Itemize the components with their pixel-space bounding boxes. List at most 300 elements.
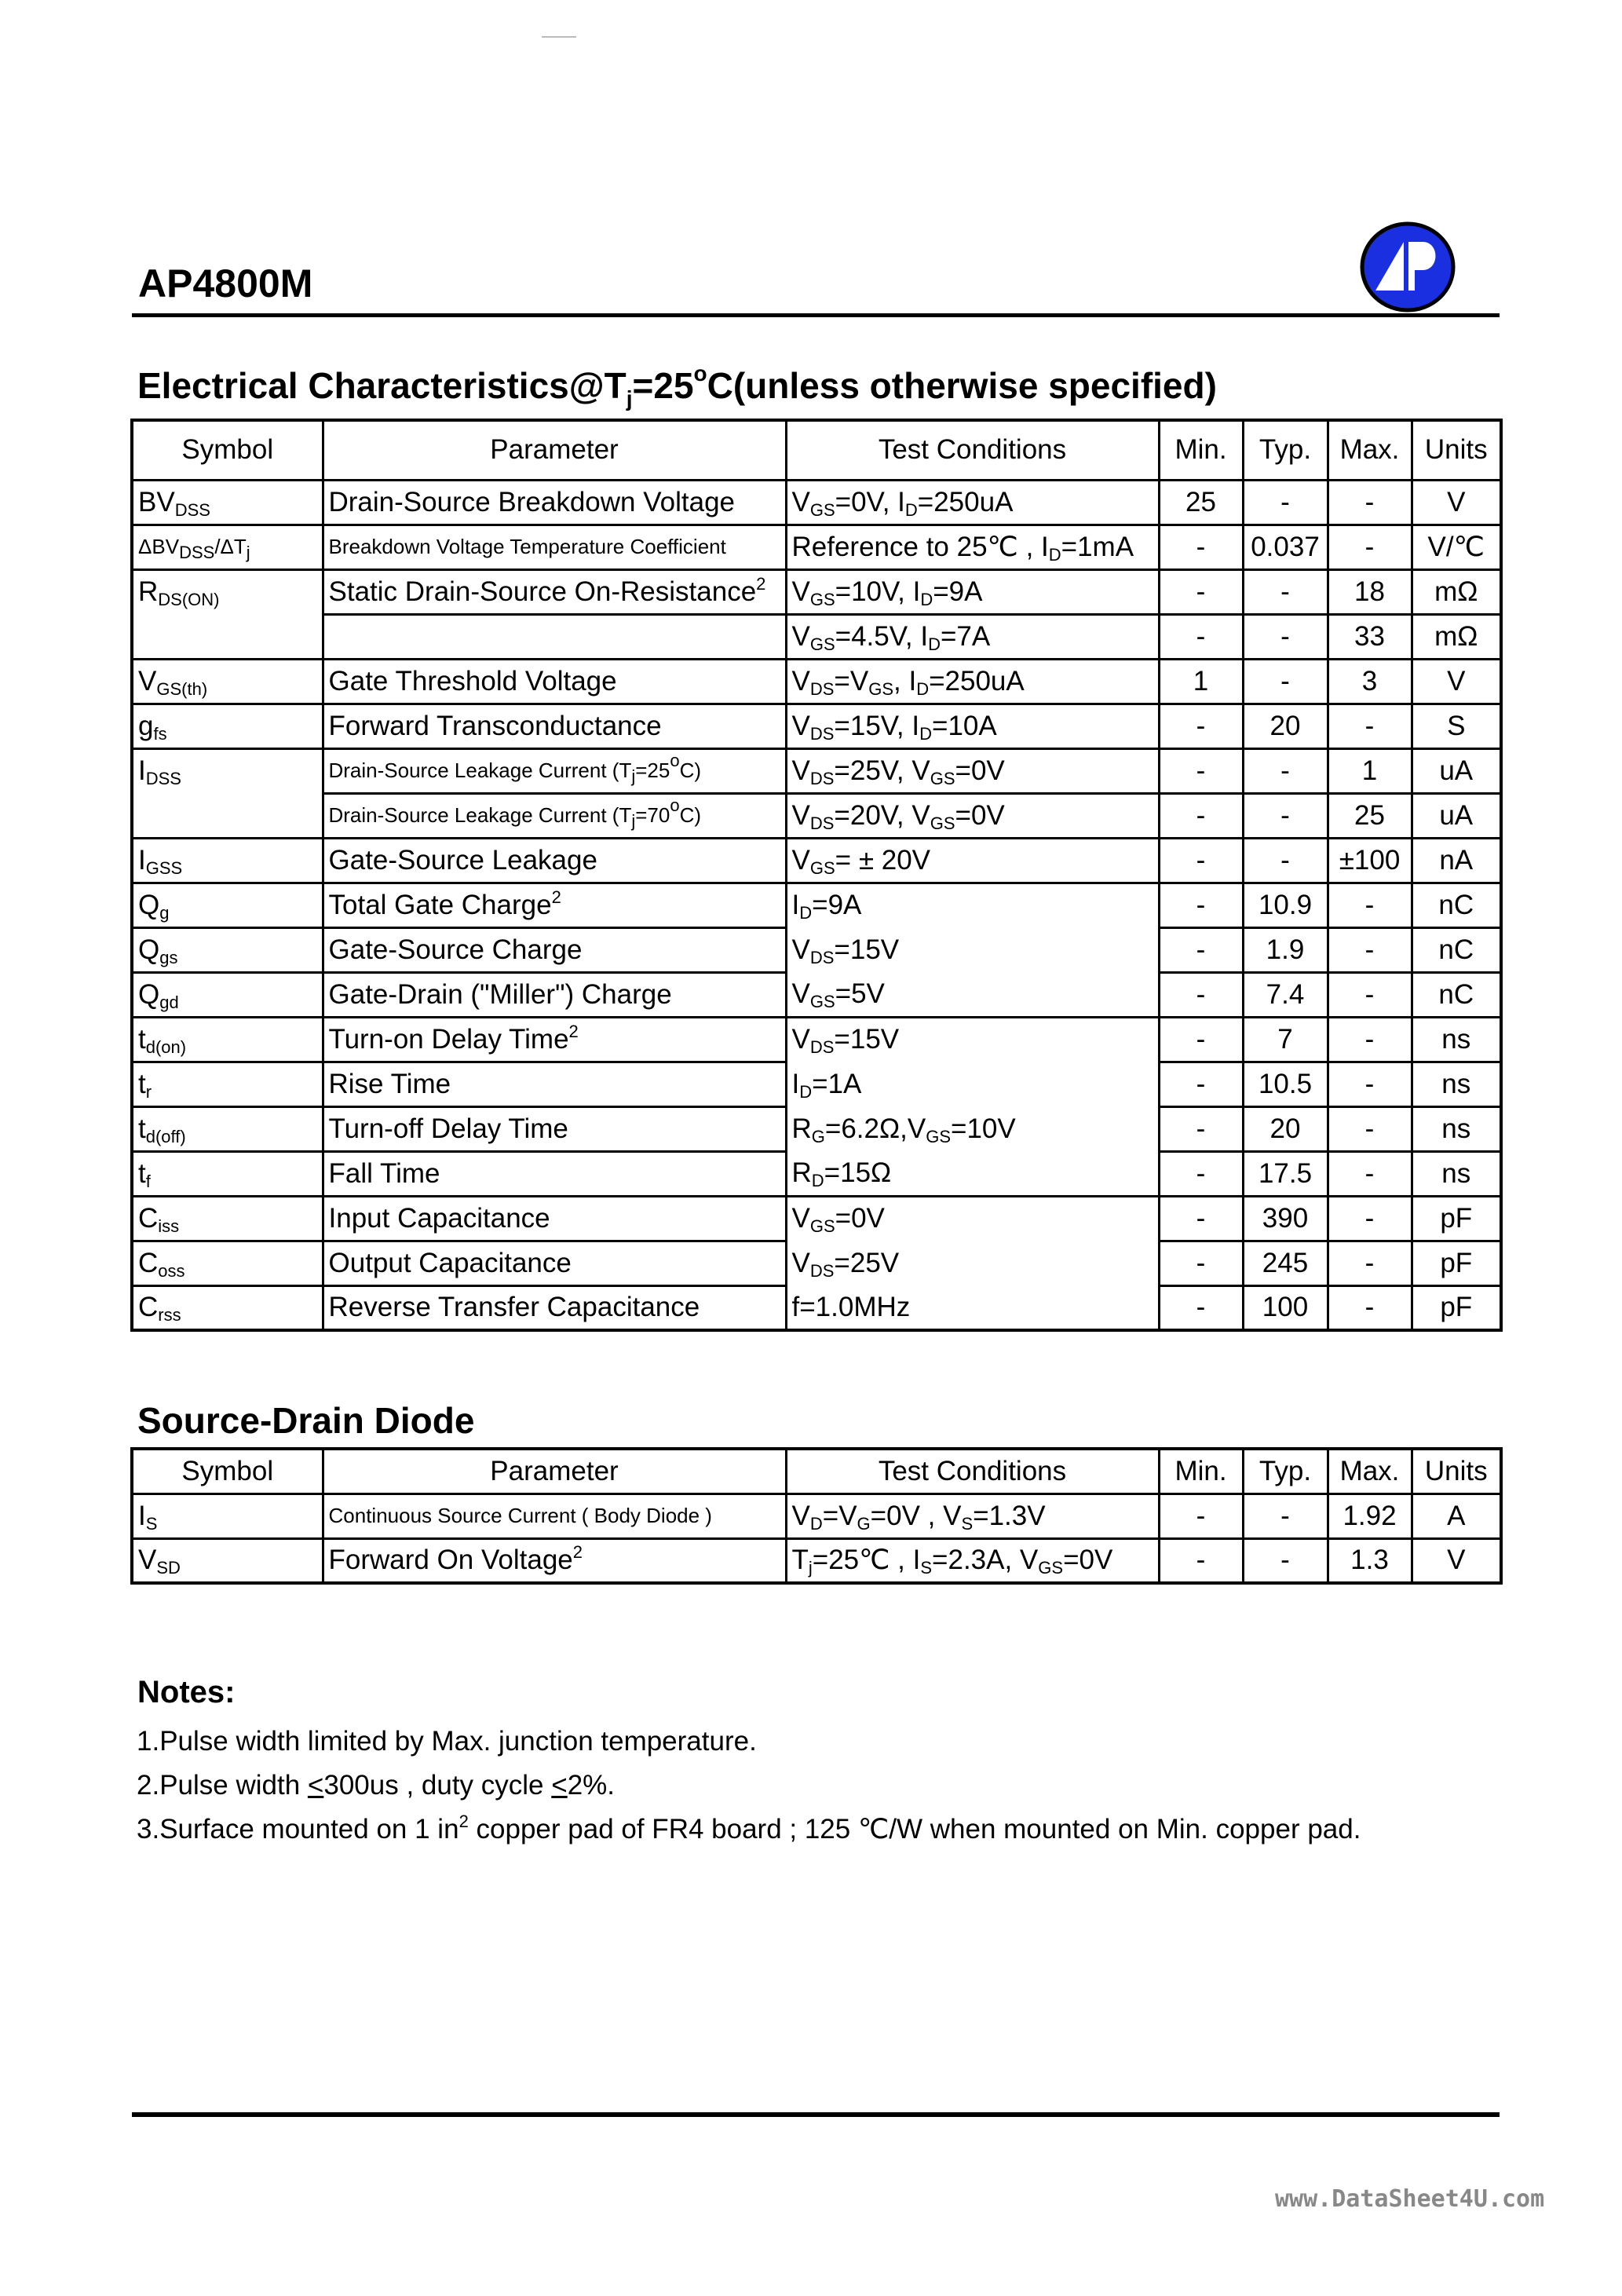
text: =9A — [812, 890, 862, 921]
min-cell: - — [1159, 1062, 1243, 1106]
text: =25℃ , I — [812, 1545, 921, 1576]
max-cell: - — [1328, 704, 1412, 748]
max-cell: - — [1328, 1062, 1412, 1106]
subscript: DS — [809, 1037, 835, 1058]
text: Gate-Drain ("Miller") Charge — [328, 978, 672, 1010]
test-condition-cell — [786, 838, 1159, 883]
subscript: DS — [809, 678, 835, 699]
subscript: D — [919, 723, 932, 744]
column-header: Parameter — [323, 1449, 786, 1493]
text: =0V — [1063, 1545, 1113, 1576]
subscript: GS — [809, 857, 835, 878]
parameter-cell — [323, 1017, 786, 1062]
typ-cell: - — [1243, 569, 1328, 614]
parameter-cell — [323, 1538, 786, 1583]
test-condition-cell — [786, 1196, 1159, 1241]
parameter-cell — [323, 1493, 786, 1538]
max-cell: 1.3 — [1328, 1538, 1412, 1583]
test-condition-cell — [786, 793, 1159, 838]
text: Forward Transconductance — [328, 710, 662, 741]
header-rule — [132, 313, 1500, 317]
parameter-cell — [323, 525, 786, 569]
text: V — [138, 1545, 157, 1576]
top-mark — [542, 36, 576, 38]
test-condition-cell — [786, 480, 1159, 525]
subscript: DSS — [174, 499, 210, 520]
text: Breakdown Voltage Temperature Coefficient — [328, 535, 726, 558]
text: V — [791, 576, 810, 607]
table-row — [132, 1241, 1501, 1285]
text: V — [791, 710, 810, 741]
text: =250uA — [917, 486, 1014, 517]
max-cell: - — [1328, 1151, 1412, 1196]
unit-cell: A — [1412, 1493, 1501, 1538]
table-row — [132, 569, 1501, 614]
subscript: GS — [930, 768, 955, 788]
text: Gate-Source Charge — [328, 934, 583, 965]
watermark: www.DataSheet4U.com — [1275, 2185, 1545, 2213]
max-cell: - — [1328, 1241, 1412, 1285]
symbol-cell — [132, 748, 323, 793]
parameter-cell — [323, 883, 786, 927]
subscript: D — [916, 678, 930, 699]
text: Drain-Source Leakage Current (T — [328, 759, 632, 782]
min-cell: 1 — [1159, 659, 1243, 704]
table-row — [132, 659, 1501, 704]
text: Gate-Source Leakage — [328, 844, 597, 876]
typ-cell: - — [1243, 748, 1328, 793]
text: T — [791, 1545, 809, 1576]
typ-cell: 10.9 — [1243, 883, 1328, 927]
table-header-row — [132, 1449, 1501, 1493]
symbol-cell — [132, 927, 323, 972]
text: =0V — [835, 1203, 885, 1234]
table-row — [132, 1151, 1501, 1196]
text: C — [138, 1202, 159, 1234]
min-cell: - — [1159, 1196, 1243, 1241]
text: g — [138, 710, 154, 741]
subscript: j — [631, 766, 636, 786]
subscript: rss — [158, 1305, 181, 1325]
typ-cell: - — [1243, 838, 1328, 883]
text: Gate Threshold Voltage — [328, 665, 617, 696]
column-header: Max. — [1328, 420, 1412, 480]
parameter-cell — [323, 838, 786, 883]
typ-cell: 245 — [1243, 1241, 1328, 1285]
unit-cell: ns — [1412, 1062, 1501, 1106]
text: =0V, I — [835, 486, 905, 517]
table-row — [132, 793, 1501, 838]
text: I — [791, 1068, 800, 1099]
table-row — [132, 1062, 1501, 1106]
text: t — [138, 1113, 146, 1144]
unit-cell: nC — [1412, 883, 1501, 927]
max-cell: 33 — [1328, 614, 1412, 659]
subscript: SD — [156, 1558, 181, 1578]
section-title-diode: Source-Drain Diode — [137, 1400, 475, 1441]
unit-cell: uA — [1412, 748, 1501, 793]
text: V — [791, 755, 810, 786]
typ-cell: 1.9 — [1243, 927, 1328, 972]
text: C — [138, 1247, 159, 1278]
text: Q — [138, 978, 160, 1010]
unit-cell: nC — [1412, 927, 1501, 972]
text: =6.2Ω,V — [824, 1113, 926, 1144]
subscript: D — [799, 903, 813, 923]
text: f=1.0MHz — [791, 1291, 911, 1322]
typ-cell: 20 — [1243, 1106, 1328, 1151]
table-row — [132, 883, 1501, 927]
symbol-cell — [132, 883, 323, 927]
unit-cell: V — [1412, 1538, 1501, 1583]
text: =15V — [834, 934, 900, 965]
parameter-cell — [323, 1285, 786, 1330]
text: C) — [679, 803, 702, 827]
test-condition-cell — [786, 748, 1159, 793]
typ-cell: 10.5 — [1243, 1062, 1328, 1106]
test-condition-cell — [786, 927, 1159, 972]
parameter-cell — [323, 480, 786, 525]
text: Drain-Source Leakage Current (T — [328, 803, 632, 827]
subscript: D — [928, 634, 941, 654]
subscript: GS(th) — [156, 678, 208, 699]
max-cell: - — [1328, 1017, 1412, 1062]
table-header-row — [132, 420, 1501, 480]
column-header: Parameter — [323, 420, 786, 480]
subscript: oss — [158, 1260, 185, 1281]
test-condition-cell — [786, 1151, 1159, 1196]
superscript: o — [670, 751, 680, 770]
column-header: Typ. — [1243, 420, 1328, 480]
text: =9A — [933, 576, 983, 607]
typ-cell: - — [1243, 1538, 1328, 1583]
subscript: S — [145, 1513, 158, 1534]
parameter-cell — [323, 972, 786, 1017]
test-condition-cell — [786, 659, 1159, 704]
superscript: 2 — [551, 887, 561, 907]
table-row — [132, 1196, 1501, 1241]
test-condition-cell — [786, 614, 1159, 659]
symbol-cell — [132, 1241, 323, 1285]
min-cell: - — [1159, 1106, 1243, 1151]
text: BV — [138, 486, 175, 517]
text: Rise Time — [328, 1068, 451, 1099]
subscript: D — [904, 499, 918, 520]
unit-cell: uA — [1412, 793, 1501, 838]
symbol-cell — [132, 972, 323, 1017]
symbol-cell — [132, 838, 323, 883]
parameter-cell — [323, 1196, 786, 1241]
text: =2.3A, V — [932, 1545, 1039, 1576]
subscript: D — [809, 1513, 823, 1534]
min-cell: - — [1159, 927, 1243, 972]
text: =10A — [932, 710, 997, 741]
typ-cell: 17.5 — [1243, 1151, 1328, 1196]
notes-title: Notes: — [137, 1675, 236, 1709]
text: Reference to 25℃ , I — [791, 531, 1049, 562]
test-condition-cell — [786, 1538, 1159, 1583]
test-condition-cell — [786, 1493, 1159, 1538]
text: =0V — [955, 799, 1005, 831]
typ-cell: 100 — [1243, 1285, 1328, 1330]
unit-cell: ns — [1412, 1151, 1501, 1196]
table-row — [132, 614, 1501, 659]
unit-cell: mΩ — [1412, 569, 1501, 614]
test-condition-cell — [786, 525, 1159, 569]
test-condition-cell — [786, 704, 1159, 748]
text: =0V — [955, 755, 1005, 786]
text: t — [138, 1157, 146, 1189]
symbol-cell — [132, 659, 323, 704]
subscript: S — [920, 1558, 933, 1578]
subscript: DS — [809, 947, 835, 967]
subscript: DS — [809, 813, 835, 833]
subscript: r — [145, 1081, 152, 1102]
text: V — [791, 799, 810, 831]
test-condition-cell — [786, 883, 1159, 927]
note-1: 1.Pulse width limited by Max. junction temperature. — [137, 1726, 757, 1757]
subscript: D — [799, 1081, 813, 1102]
text: V — [791, 1247, 810, 1278]
unit-cell: V — [1412, 659, 1501, 704]
text: =20V, V — [834, 799, 930, 831]
column-header: Symbol — [132, 420, 323, 480]
text: Reverse Transfer Capacitance — [328, 1292, 700, 1323]
subscript: GS — [809, 1216, 835, 1237]
text: =V — [822, 1500, 857, 1531]
min-cell: - — [1159, 1538, 1243, 1583]
subscript: j — [808, 1558, 813, 1578]
section-title-electrical: Electrical $Characteristics@T_j=25^oC(unless$ otherwise specified) — [137, 361, 1217, 411]
text: =15V — [834, 1024, 900, 1055]
unit-cell: S — [1412, 704, 1501, 748]
text: t — [138, 1023, 146, 1055]
table-row — [132, 838, 1501, 883]
column-header: Test Conditions — [786, 420, 1159, 480]
unit-cell: V/℃ — [1412, 525, 1501, 569]
text: C — [138, 1292, 159, 1323]
parameter-cell — [323, 1062, 786, 1106]
test-condition-cell — [786, 1285, 1159, 1330]
min-cell: - — [1159, 748, 1243, 793]
typ-cell: - — [1243, 659, 1328, 704]
parameter-cell — [323, 1241, 786, 1285]
text: Turn-off Delay Time — [328, 1113, 568, 1144]
unit-cell: nC — [1412, 972, 1501, 1017]
subscript: gd — [159, 992, 179, 1012]
text: Total Gate Charge — [328, 889, 552, 920]
typ-cell: - — [1243, 1493, 1328, 1538]
text: Forward On Voltage — [328, 1545, 573, 1576]
text: =10V — [951, 1113, 1016, 1144]
text: =V — [834, 665, 869, 696]
text: Input Capacitance — [328, 1202, 550, 1234]
text: I — [138, 755, 146, 787]
column-header: Max. — [1328, 1449, 1412, 1493]
text: t — [138, 1068, 146, 1099]
parameter-cell — [323, 1151, 786, 1196]
column-header: Units — [1412, 1449, 1501, 1493]
text: V — [791, 844, 810, 876]
subscript: GS — [926, 1126, 952, 1146]
subscript: GS — [1038, 1558, 1064, 1578]
subscript: f — [145, 1171, 151, 1191]
unit-cell: pF — [1412, 1285, 1501, 1330]
symbol-cell — [132, 793, 323, 838]
text: =1.3V — [973, 1500, 1046, 1531]
table-row — [132, 525, 1501, 569]
superscript: 2 — [572, 1542, 583, 1563]
symbol-cell — [132, 1151, 323, 1196]
max-cell: 18 — [1328, 569, 1412, 614]
text: /ΔT — [214, 535, 247, 558]
subscript: D — [811, 1170, 824, 1190]
symbol-cell — [132, 1493, 323, 1538]
subscript: D — [920, 589, 933, 609]
typ-cell: - — [1243, 480, 1328, 525]
subscript: GS — [930, 813, 955, 833]
text: V — [791, 1203, 810, 1234]
max-cell: - — [1328, 525, 1412, 569]
max-cell: 3 — [1328, 659, 1412, 704]
test-condition-cell — [786, 1241, 1159, 1285]
text: ΔBV — [138, 535, 180, 558]
subscript: j — [631, 811, 636, 831]
superscript: 2 — [568, 1021, 579, 1041]
table-row — [132, 1285, 1501, 1330]
subscript: j — [246, 543, 250, 562]
text: =15V, I — [834, 710, 920, 741]
unit-cell: nA — [1412, 838, 1501, 883]
subscript: DS(ON) — [158, 590, 220, 610]
table-row — [132, 1017, 1501, 1062]
symbol-cell — [132, 1538, 323, 1583]
min-cell: - — [1159, 972, 1243, 1017]
typ-cell: 7 — [1243, 1017, 1328, 1062]
typ-cell: - — [1243, 614, 1328, 659]
subscript: d(on) — [145, 1036, 187, 1057]
text: V — [791, 934, 810, 965]
test-condition-cell — [786, 1062, 1159, 1106]
electrical-characteristics-table — [130, 419, 1503, 1332]
text: Output Capacitance — [328, 1247, 572, 1278]
table-row — [132, 480, 1501, 525]
symbol-cell — [132, 480, 323, 525]
parameter-cell — [323, 704, 786, 748]
min-cell: - — [1159, 569, 1243, 614]
part-number: AP4800M — [138, 261, 313, 305]
subscript: d(off) — [145, 1126, 186, 1146]
subscript: S — [961, 1513, 974, 1534]
subscript: D — [1048, 544, 1061, 565]
source-drain-diode-table — [130, 1447, 1503, 1585]
text: =1mA — [1061, 531, 1134, 562]
subscript: G — [857, 1513, 871, 1534]
subscript: DS — [809, 768, 835, 788]
min-cell: - — [1159, 1493, 1243, 1538]
subscript: GSS — [145, 857, 183, 878]
max-cell: ±100 — [1328, 838, 1412, 883]
parameter-cell — [323, 1106, 786, 1151]
footer-rule — [132, 2112, 1500, 2117]
subscript: gs — [159, 947, 178, 967]
min-cell: 25 — [1159, 480, 1243, 525]
typ-cell: 0.037 — [1243, 525, 1328, 569]
table-row — [132, 927, 1501, 972]
table-row — [132, 704, 1501, 748]
test-condition-cell — [786, 1017, 1159, 1062]
subscript: G — [811, 1126, 825, 1146]
unit-cell: mΩ — [1412, 614, 1501, 659]
text: Fall Time — [328, 1157, 440, 1189]
symbol-cell — [132, 1196, 323, 1241]
symbol-cell — [132, 1062, 323, 1106]
logo-circle — [1362, 224, 1453, 310]
subscript: GS — [809, 991, 835, 1011]
max-cell: - — [1328, 883, 1412, 927]
text: I — [791, 890, 800, 921]
symbol-cell — [132, 614, 323, 659]
table-row — [132, 1538, 1501, 1583]
subscript: fs — [153, 723, 167, 744]
parameter-cell — [323, 659, 786, 704]
column-header: Test Conditions — [786, 1449, 1159, 1493]
min-cell: - — [1159, 614, 1243, 659]
text: = ± 20V — [835, 844, 931, 876]
subscript: GS — [809, 499, 835, 520]
parameter-cell — [323, 614, 786, 659]
superscript: 2 — [756, 573, 766, 594]
column-header: Symbol — [132, 1449, 323, 1493]
text: R — [791, 1113, 812, 1144]
text: V — [791, 1500, 810, 1531]
column-header: Typ. — [1243, 1449, 1328, 1493]
text: C) — [679, 759, 702, 782]
text: Q — [138, 934, 160, 965]
text: =25 — [635, 759, 670, 782]
text: Turn-on Delay Time — [328, 1023, 569, 1055]
subscript: DSS — [145, 769, 181, 789]
text: Q — [138, 889, 160, 920]
min-cell: - — [1159, 1241, 1243, 1285]
text: V — [791, 620, 810, 652]
text: =15Ω — [824, 1157, 892, 1188]
symbol-cell — [132, 569, 323, 614]
typ-cell: 20 — [1243, 704, 1328, 748]
unit-cell: ns — [1412, 1106, 1501, 1151]
test-condition-cell — [786, 972, 1159, 1017]
table-row — [132, 1106, 1501, 1151]
min-cell: - — [1159, 838, 1243, 883]
max-cell: 1.92 — [1328, 1493, 1412, 1538]
text: V — [791, 665, 810, 696]
text: =1A — [812, 1068, 862, 1099]
text: =25V — [834, 1247, 900, 1278]
table-row — [132, 748, 1501, 793]
text: I — [138, 844, 146, 876]
text: Drain-Source Breakdown Voltage — [328, 486, 736, 517]
column-header: Min. — [1159, 420, 1243, 480]
unit-cell: V — [1412, 480, 1501, 525]
text: V — [791, 486, 810, 517]
typ-cell: 7.4 — [1243, 972, 1328, 1017]
parameter-cell — [323, 748, 786, 793]
text: R — [791, 1157, 812, 1188]
unit-cell: pF — [1412, 1241, 1501, 1285]
text: V — [138, 665, 157, 696]
max-cell: 25 — [1328, 793, 1412, 838]
typ-cell: 390 — [1243, 1196, 1328, 1241]
